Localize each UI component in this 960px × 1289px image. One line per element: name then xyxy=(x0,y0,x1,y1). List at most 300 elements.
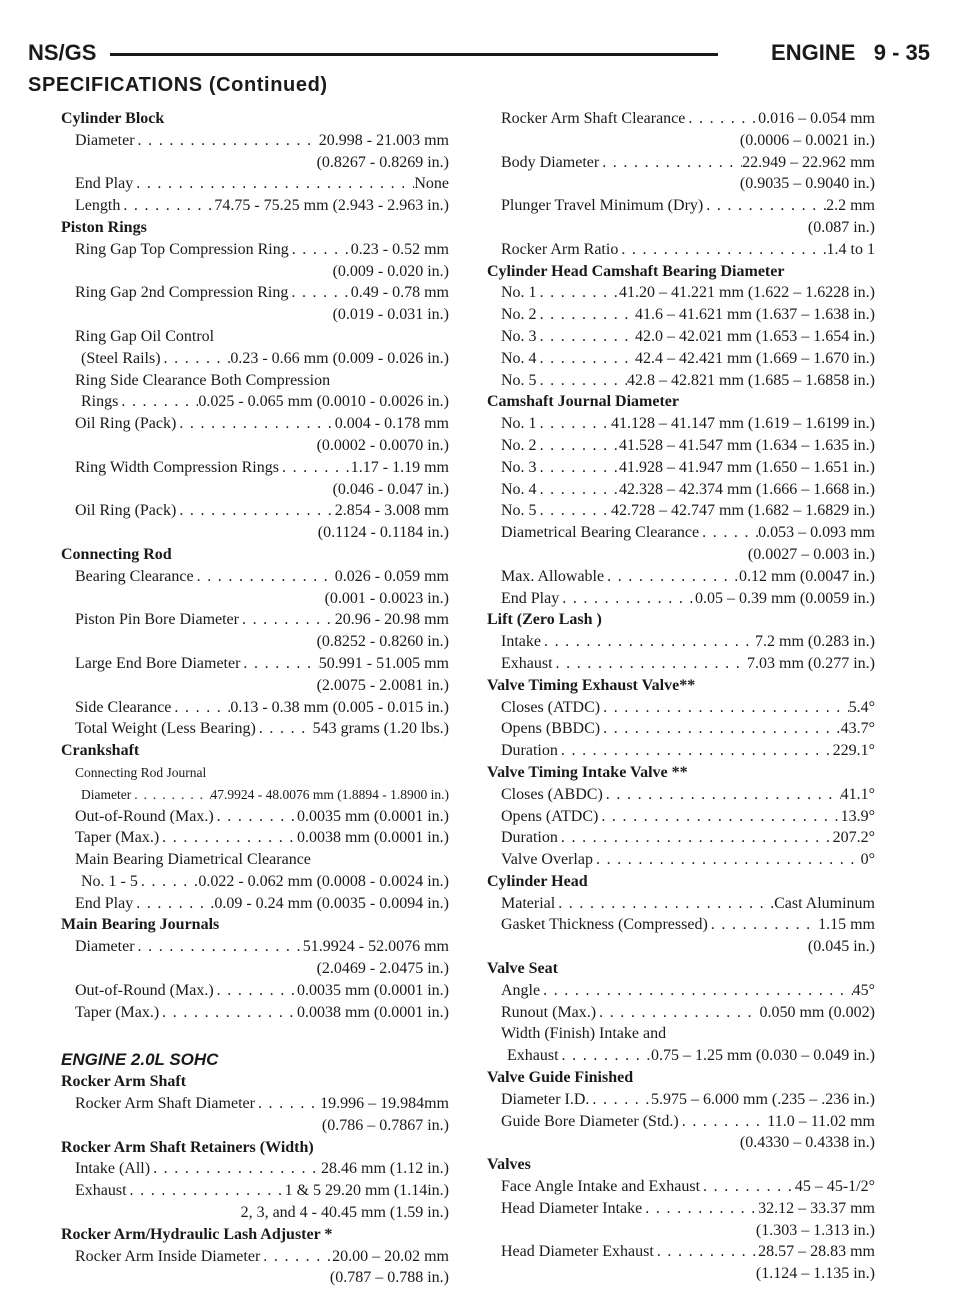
spec-label: Taper (Max.) xyxy=(75,1003,160,1021)
dot-leader xyxy=(540,980,852,1002)
spec-value: 32.12 – 33.37 mm xyxy=(758,1199,875,1217)
dot-leader xyxy=(537,282,619,304)
spec-value: 7.2 mm (0.283 in.) xyxy=(755,633,875,651)
spec-row xyxy=(55,1093,449,1115)
spec-row xyxy=(55,413,449,435)
spec-row xyxy=(481,1241,875,1263)
dot-leader xyxy=(700,1176,795,1198)
spec-value: 50.991 - 51.005 mm xyxy=(318,654,449,672)
spec-label: End Play xyxy=(501,589,560,607)
dot-leader xyxy=(537,435,619,457)
spec-label: Ring Gap Top Compression Ring xyxy=(75,240,289,258)
spec-continuation: (0.001 - 0.0023 in.) xyxy=(324,589,449,607)
spec-value: 7.03 mm (0.277 in.) xyxy=(747,654,875,672)
spec-row xyxy=(55,871,449,893)
spec-value: 5.975 – 6.000 mm (.235 – .236 in.) xyxy=(651,1090,875,1108)
spec-row xyxy=(481,239,875,261)
spec-label: Rings xyxy=(81,393,119,411)
spec-category-heading: Valve Guide Finished xyxy=(487,1069,634,1087)
spec-value: 1.17 - 1.19 mm xyxy=(350,458,449,476)
spec-label: Rocker Arm Inside Diameter xyxy=(75,1247,261,1265)
spec-row xyxy=(481,457,875,479)
spec-value: 41.928 – 41.947 mm (1.650 – 1.651 in.) xyxy=(619,458,875,476)
spec-label: Body Diameter xyxy=(501,153,600,171)
spec-row xyxy=(481,370,875,392)
dot-leader xyxy=(279,457,351,479)
dot-leader xyxy=(642,1198,758,1220)
spec-label: Rocker Arm Ratio xyxy=(501,240,619,258)
spec-category-heading: Cylinder Block xyxy=(61,110,165,127)
dot-leader xyxy=(135,130,319,152)
spec-label: Duration xyxy=(501,829,558,847)
spec-value: 0.0035 mm (0.0001 in.) xyxy=(297,981,449,999)
spec-value: Cast Aluminum xyxy=(774,894,875,912)
spec-value: 0.12 mm (0.0047 in.) xyxy=(739,567,875,585)
spec-label: Oil Ring (Pack) xyxy=(75,415,177,433)
spec-continuation: (0.0002 - 0.0070 in.) xyxy=(316,436,449,454)
spec-continuation: (0.786 – 0.7867 in.) xyxy=(321,1116,449,1134)
spec-label: Intake (All) xyxy=(75,1160,151,1178)
spec-row xyxy=(55,980,449,1002)
spec-value: 74.75 - 75.25 mm (2.943 - 2.963 in.) xyxy=(214,197,449,215)
spec-continuation: (0.9035 – 0.9040 in.) xyxy=(739,175,875,193)
dot-leader xyxy=(537,348,635,370)
spec-continuation: (2.0469 - 2.0475 in.) xyxy=(316,960,449,978)
dot-leader xyxy=(150,1158,321,1180)
spec-sublabel: Ring Side Clearance Both Compression xyxy=(75,371,331,389)
dot-leader xyxy=(118,391,198,413)
spec-label: No. 1 - 5 xyxy=(81,872,138,890)
spec-row xyxy=(481,566,875,588)
spec-value: 0° xyxy=(860,851,875,869)
spec-label: Taper (Max.) xyxy=(75,829,160,847)
spec-row xyxy=(55,282,449,304)
spec-row xyxy=(481,914,875,936)
spec-row xyxy=(55,697,449,719)
spec-value: 0.026 - 0.059 mm xyxy=(334,567,449,585)
spec-label: No. 3 xyxy=(501,327,537,345)
spec-category-heading: Cylinder Head Camshaft Bearing Diameter xyxy=(487,262,785,280)
spec-continuation: (0.8267 - 0.8269 in.) xyxy=(316,153,449,171)
engine-subheading: ENGINE 2.0L SOHC xyxy=(61,1050,219,1070)
spec-category-heading: Rocker Arm Shaft Retainers (Width) xyxy=(61,1138,314,1156)
spec-label: Opens (ATDC) xyxy=(501,807,599,825)
spec-row xyxy=(481,413,875,435)
dot-leader xyxy=(600,718,840,740)
left-spec-column xyxy=(55,108,449,1289)
spec-row xyxy=(481,653,875,675)
spec-value: 41.6 – 41.621 mm (1.637 – 1.638 in.) xyxy=(635,306,875,324)
spec-row xyxy=(55,173,449,195)
spec-value: 41.528 – 41.547 mm (1.634 – 1.635 in.) xyxy=(619,436,875,454)
spec-continuation: (0.4330 – 0.4338 in.) xyxy=(739,1134,875,1152)
spec-label: Piston Pin Bore Diameter xyxy=(75,611,239,629)
spec-value: 1 & 5 29.20 mm (1.14in.) xyxy=(284,1182,449,1200)
spec-label: No. 3 xyxy=(501,458,537,476)
spec-value: 0.025 - 0.065 mm (0.0010 - 0.0026 in.) xyxy=(198,393,449,411)
spec-label: No. 1 xyxy=(501,284,537,302)
spec-value: 0.053 – 0.093 mm xyxy=(758,524,875,542)
dot-leader xyxy=(214,980,297,1002)
spec-row xyxy=(481,1176,875,1198)
dot-leader xyxy=(618,239,826,261)
spec-value: 42.328 – 42.374 mm (1.666 – 1.668 in.) xyxy=(619,480,875,498)
spec-label: Out-of-Round (Max.) xyxy=(75,807,214,825)
spec-value: 20.998 - 21.003 mm xyxy=(318,131,449,149)
header-page-ref: ENGINE 9 - 35 xyxy=(771,40,930,65)
dot-leader xyxy=(120,195,214,217)
spec-continuation: (0.087 in.) xyxy=(807,218,875,236)
spec-value: 43.7° xyxy=(840,720,875,738)
spec-value: 0.09 - 0.24 mm (0.0035 - 0.0094 in.) xyxy=(214,894,449,912)
dot-leader xyxy=(194,566,335,588)
spec-value: 0.004 - 0.178 mm xyxy=(334,415,449,433)
spec-row xyxy=(55,827,449,849)
spec-category-heading: Camshaft Journal Diameter xyxy=(487,393,679,411)
dot-leader xyxy=(176,500,334,522)
spec-row xyxy=(55,457,449,479)
spec-label: Head Diameter Exhaust xyxy=(501,1243,654,1261)
spec-label: Face Angle Intake and Exhaust xyxy=(501,1178,701,1196)
spec-label: Out-of-Round (Max.) xyxy=(75,981,214,999)
spec-continuation: 2, 3, and 4 - 40.45 mm (1.59 in.) xyxy=(240,1204,449,1222)
spec-row xyxy=(55,566,449,588)
spec-row xyxy=(55,653,449,675)
section-title: SPECIFICATIONS (Continued) xyxy=(28,74,328,96)
spec-label: Plunger Travel Minimum (Dry) xyxy=(501,197,704,215)
spec-value: 0.23 - 0.52 mm xyxy=(350,240,449,258)
spec-label: Gasket Thickness (Compressed) xyxy=(501,916,708,934)
spec-row xyxy=(481,282,875,304)
spec-row xyxy=(55,936,449,958)
spec-label: End Play xyxy=(75,894,134,912)
dot-leader xyxy=(600,697,848,719)
spec-label: No. 4 xyxy=(501,349,537,367)
dot-leader xyxy=(127,1180,285,1202)
dot-leader xyxy=(558,740,833,762)
spec-value: 42.728 – 42.747 mm (1.682 – 1.6829 in.) xyxy=(611,502,875,520)
spec-row xyxy=(55,784,449,806)
spec-value: 41.128 – 41.147 mm (1.619 – 1.6199 in.) xyxy=(611,415,875,433)
spec-row xyxy=(55,195,449,217)
spec-label: No. 4 xyxy=(501,480,537,498)
dot-leader xyxy=(214,806,297,828)
dot-leader xyxy=(537,479,619,501)
spec-label: Diametrical Bearing Clearance xyxy=(501,524,700,542)
spec-label: Rocker Arm Shaft Diameter xyxy=(75,1095,255,1113)
spec-label: Opens (BBDC) xyxy=(501,720,601,738)
spec-label: Exhaust xyxy=(75,1182,127,1200)
spec-row xyxy=(481,893,875,915)
spec-continuation: (1.124 – 1.135 in.) xyxy=(755,1265,875,1283)
dot-leader xyxy=(679,1111,768,1133)
spec-label: Closes (ATDC) xyxy=(501,698,601,716)
spec-value: 2.854 - 3.008 mm xyxy=(334,502,449,520)
spec-label: No. 5 xyxy=(501,371,537,389)
spec-row xyxy=(55,391,449,413)
spec-row xyxy=(481,522,875,544)
dot-leader xyxy=(537,304,635,326)
spec-sublabel: Connecting Rod Journal xyxy=(75,764,207,780)
dot-leader xyxy=(135,936,303,958)
spec-continuation: (2.0075 - 2.0081 in.) xyxy=(316,676,449,694)
spec-value: 20.00 – 20.02 mm xyxy=(332,1247,449,1265)
dot-leader xyxy=(260,1246,332,1268)
spec-continuation: (0.019 - 0.031 in.) xyxy=(332,306,449,324)
spec-row xyxy=(481,1198,875,1220)
spacer xyxy=(55,1023,449,1045)
spec-row xyxy=(481,588,875,610)
spec-row xyxy=(55,500,449,522)
spec-row xyxy=(55,1158,449,1180)
spec-label: Diameter I.D. xyxy=(501,1090,590,1108)
spec-label: Large End Bore Diameter xyxy=(75,654,241,672)
spec-value: None xyxy=(414,175,449,193)
spec-label: Duration xyxy=(501,742,558,760)
spec-label: No. 2 xyxy=(501,306,537,324)
spec-continuation: (0.0027 – 0.003 in.) xyxy=(747,545,875,563)
spec-row xyxy=(481,195,875,217)
spec-value: 0.0038 mm (0.0001 in.) xyxy=(297,829,449,847)
dot-leader xyxy=(288,282,350,304)
dot-leader xyxy=(541,631,755,653)
spec-row xyxy=(55,1002,449,1024)
dot-leader xyxy=(133,173,414,195)
spec-label: Exhaust xyxy=(501,654,553,672)
spec-row xyxy=(481,740,875,762)
spec-value: 41.20 – 41.221 mm (1.622 – 1.6228 in.) xyxy=(619,284,875,302)
dot-leader xyxy=(589,1089,651,1111)
spec-value: 0.49 - 0.78 mm xyxy=(350,284,449,302)
spec-row xyxy=(55,893,449,915)
dot-leader xyxy=(255,1093,320,1115)
spec-continuation: (0.0006 – 0.0021 in.) xyxy=(739,131,875,149)
dot-leader xyxy=(176,413,334,435)
spec-value: 22.949 – 22.962 mm xyxy=(742,153,875,171)
spec-row xyxy=(55,1180,449,1202)
spec-row xyxy=(55,609,449,631)
dot-leader xyxy=(553,653,747,675)
spec-label: Diameter xyxy=(75,938,135,956)
spec-continuation: (0.045 in.) xyxy=(807,938,875,956)
spec-label: Oil Ring (Pack) xyxy=(75,502,177,520)
spec-value: 0.23 - 0.66 mm (0.009 - 0.026 in.) xyxy=(230,349,449,367)
spec-label: Valve Overlap xyxy=(501,851,593,869)
spec-value: 42.0 – 42.021 mm (1.653 – 1.654 in.) xyxy=(635,327,875,345)
spec-row xyxy=(55,806,449,828)
header-rule xyxy=(110,53,718,56)
spec-row xyxy=(55,348,449,370)
spec-row xyxy=(481,479,875,501)
spec-row xyxy=(481,980,875,1002)
spec-row xyxy=(481,1002,875,1024)
spec-label: Angle xyxy=(501,981,541,999)
spec-value: 5.4° xyxy=(848,698,875,716)
spec-category-heading: Connecting Rod xyxy=(61,545,172,563)
dot-leader xyxy=(240,653,318,675)
spec-value: 42.4 – 42.421 mm (1.669 – 1.670 in.) xyxy=(635,349,875,367)
spec-continuation: (0.1124 - 0.1184 in.) xyxy=(317,524,449,542)
spec-label: Length xyxy=(75,197,121,215)
spec-row xyxy=(481,108,875,130)
spec-row xyxy=(481,1045,875,1067)
page-header xyxy=(28,40,930,70)
spec-label: Ring Gap 2nd Compression Ring xyxy=(75,284,289,302)
spec-label: Runout (Max.) xyxy=(501,1003,597,1021)
spec-label: Closes (ABDC) xyxy=(501,785,603,803)
dot-leader xyxy=(159,1002,297,1024)
spec-row xyxy=(481,806,875,828)
spec-sublabel: Ring Gap Oil Control xyxy=(75,327,215,345)
spec-row xyxy=(481,500,875,522)
spec-row xyxy=(481,348,875,370)
spec-label: Material xyxy=(501,894,556,912)
spec-value: 45° xyxy=(852,981,875,999)
spec-category-heading: Valve Timing Intake Valve ** xyxy=(487,763,688,781)
dot-leader xyxy=(703,195,826,217)
spec-value: 41.1° xyxy=(840,785,875,803)
spec-label: Bearing Clearance xyxy=(75,567,194,585)
spec-category-heading: Lift (Zero Lash ) xyxy=(487,611,602,629)
dot-leader xyxy=(599,152,742,174)
spec-value: 229.1° xyxy=(832,742,875,760)
dot-leader xyxy=(159,827,297,849)
dot-leader xyxy=(537,500,611,522)
spec-row xyxy=(481,152,875,174)
dot-leader xyxy=(559,588,695,610)
spec-row xyxy=(481,631,875,653)
spec-value: 47.9924 - 48.0076 mm (1.8894 - 1.8900 in.) xyxy=(210,786,449,802)
spec-value: 0.016 – 0.054 mm xyxy=(758,110,875,127)
spec-category-heading: Piston Rings xyxy=(61,218,147,236)
spec-value: 42.8 – 42.821 mm (1.685 – 1.6858 in.) xyxy=(627,371,875,389)
spec-row xyxy=(481,827,875,849)
dot-leader xyxy=(654,1241,758,1263)
spec-value: 0.13 - 0.38 mm (0.005 - 0.015 in.) xyxy=(230,698,449,716)
spec-label: (Steel Rails) xyxy=(81,349,161,367)
spec-continuation: (0.046 - 0.047 in.) xyxy=(332,480,449,498)
dot-leader xyxy=(603,784,841,806)
dot-leader xyxy=(133,893,214,915)
dot-leader xyxy=(256,718,313,740)
dot-leader xyxy=(131,784,210,806)
spec-label: Diameter xyxy=(81,786,132,802)
spec-value: 11.0 – 11.02 mm xyxy=(767,1112,875,1130)
spec-value: 0.0035 mm (0.0001 in.) xyxy=(297,807,449,825)
spec-value: 19.996 – 19.984mm xyxy=(320,1095,449,1113)
spec-value: 51.9924 - 52.0076 mm xyxy=(302,938,449,956)
spec-value: 0.75 – 1.25 mm (0.030 – 0.049 in.) xyxy=(651,1047,875,1065)
spec-value: 28.46 mm (1.12 in.) xyxy=(321,1160,449,1178)
spec-value: 0.0038 mm (0.0001 in.) xyxy=(297,1003,449,1021)
spec-category-heading: Valve Timing Exhaust Valve** xyxy=(487,676,696,694)
spec-row xyxy=(55,718,449,740)
spec-category-heading: Valve Seat xyxy=(487,960,558,978)
dot-leader xyxy=(239,609,335,631)
spec-row xyxy=(481,784,875,806)
spec-row xyxy=(481,849,875,871)
spec-label: No. 2 xyxy=(501,436,537,454)
spec-category-heading: Cylinder Head xyxy=(487,872,588,890)
spec-continuation: (0.009 - 0.020 in.) xyxy=(332,262,449,280)
spec-value: 2.2 mm xyxy=(826,197,875,215)
spec-label: No. 1 xyxy=(501,415,537,433)
spec-category-heading: Rocker Arm/Hydraulic Lash Adjuster * xyxy=(61,1225,333,1243)
spec-row xyxy=(481,326,875,348)
spec-label: Rocker Arm Shaft Clearance xyxy=(501,110,686,127)
dot-leader xyxy=(593,849,861,871)
spec-category-heading: Main Bearing Journals xyxy=(61,916,220,934)
spec-category-heading: Rocker Arm Shaft xyxy=(61,1073,187,1091)
spec-label: Exhaust xyxy=(507,1047,559,1065)
dot-leader xyxy=(537,413,611,435)
dot-leader xyxy=(559,1045,651,1067)
spec-label: Intake xyxy=(501,633,541,651)
dot-leader xyxy=(161,348,231,370)
spec-sublabel: Width (Finish) Intake and xyxy=(501,1025,667,1043)
dot-leader xyxy=(555,893,774,915)
dot-leader xyxy=(596,1002,759,1024)
spec-row xyxy=(481,435,875,457)
dot-leader xyxy=(699,522,758,544)
spec-row xyxy=(481,718,875,740)
header-model: NS/GS xyxy=(28,40,97,65)
spec-category-heading: Valves xyxy=(487,1156,531,1174)
spec-row xyxy=(55,239,449,261)
spec-label: Guide Bore Diameter (Std.) xyxy=(501,1112,679,1130)
spec-continuation: (0.787 – 0.788 in.) xyxy=(329,1269,449,1287)
dot-leader xyxy=(171,697,230,719)
spec-row xyxy=(481,1089,875,1111)
spec-row xyxy=(481,697,875,719)
dot-leader xyxy=(604,566,739,588)
spec-sublabel: Main Bearing Diametrical Clearance xyxy=(75,851,311,869)
spec-label: Diameter xyxy=(75,131,135,149)
spec-value: 0.05 – 0.39 mm (0.0059 in.) xyxy=(695,589,875,607)
dot-leader xyxy=(598,806,840,828)
dot-leader xyxy=(537,370,627,392)
spec-value: 0.022 - 0.062 mm (0.0008 - 0.0024 in.) xyxy=(198,872,449,890)
spec-label: No. 5 xyxy=(501,502,537,520)
spec-row xyxy=(55,130,449,152)
spec-value: 28.57 – 28.83 mm xyxy=(758,1243,875,1261)
spec-label: Max. Allowable xyxy=(501,567,605,585)
spec-value: 207.2° xyxy=(832,829,875,847)
dot-leader xyxy=(685,108,758,130)
spec-value: 1.15 mm xyxy=(818,916,875,934)
spec-row xyxy=(55,1246,449,1268)
spec-label: Head Diameter Intake xyxy=(501,1199,643,1217)
dot-leader xyxy=(558,827,833,849)
spec-label: Total Weight (Less Bearing) xyxy=(75,720,256,738)
dot-leader xyxy=(289,239,351,261)
spec-label: Side Clearance xyxy=(75,698,172,716)
spec-continuation: (1.303 – 1.313 in.) xyxy=(755,1221,875,1239)
dot-leader xyxy=(537,457,619,479)
spec-value: 45 – 45-1/2° xyxy=(794,1178,875,1196)
dot-leader xyxy=(537,326,635,348)
spec-label: End Play xyxy=(75,175,134,193)
spec-row xyxy=(481,1111,875,1133)
spec-row xyxy=(481,304,875,326)
dot-leader xyxy=(708,914,818,936)
spec-category-heading: Crankshaft xyxy=(61,742,140,760)
right-spec-column xyxy=(481,108,875,1285)
spec-value: 1.4 to 1 xyxy=(826,240,875,258)
dot-leader xyxy=(138,871,198,893)
spec-value: 20.96 - 20.98 mm xyxy=(334,611,449,629)
spec-continuation: (0.8252 - 0.8260 in.) xyxy=(316,633,449,651)
